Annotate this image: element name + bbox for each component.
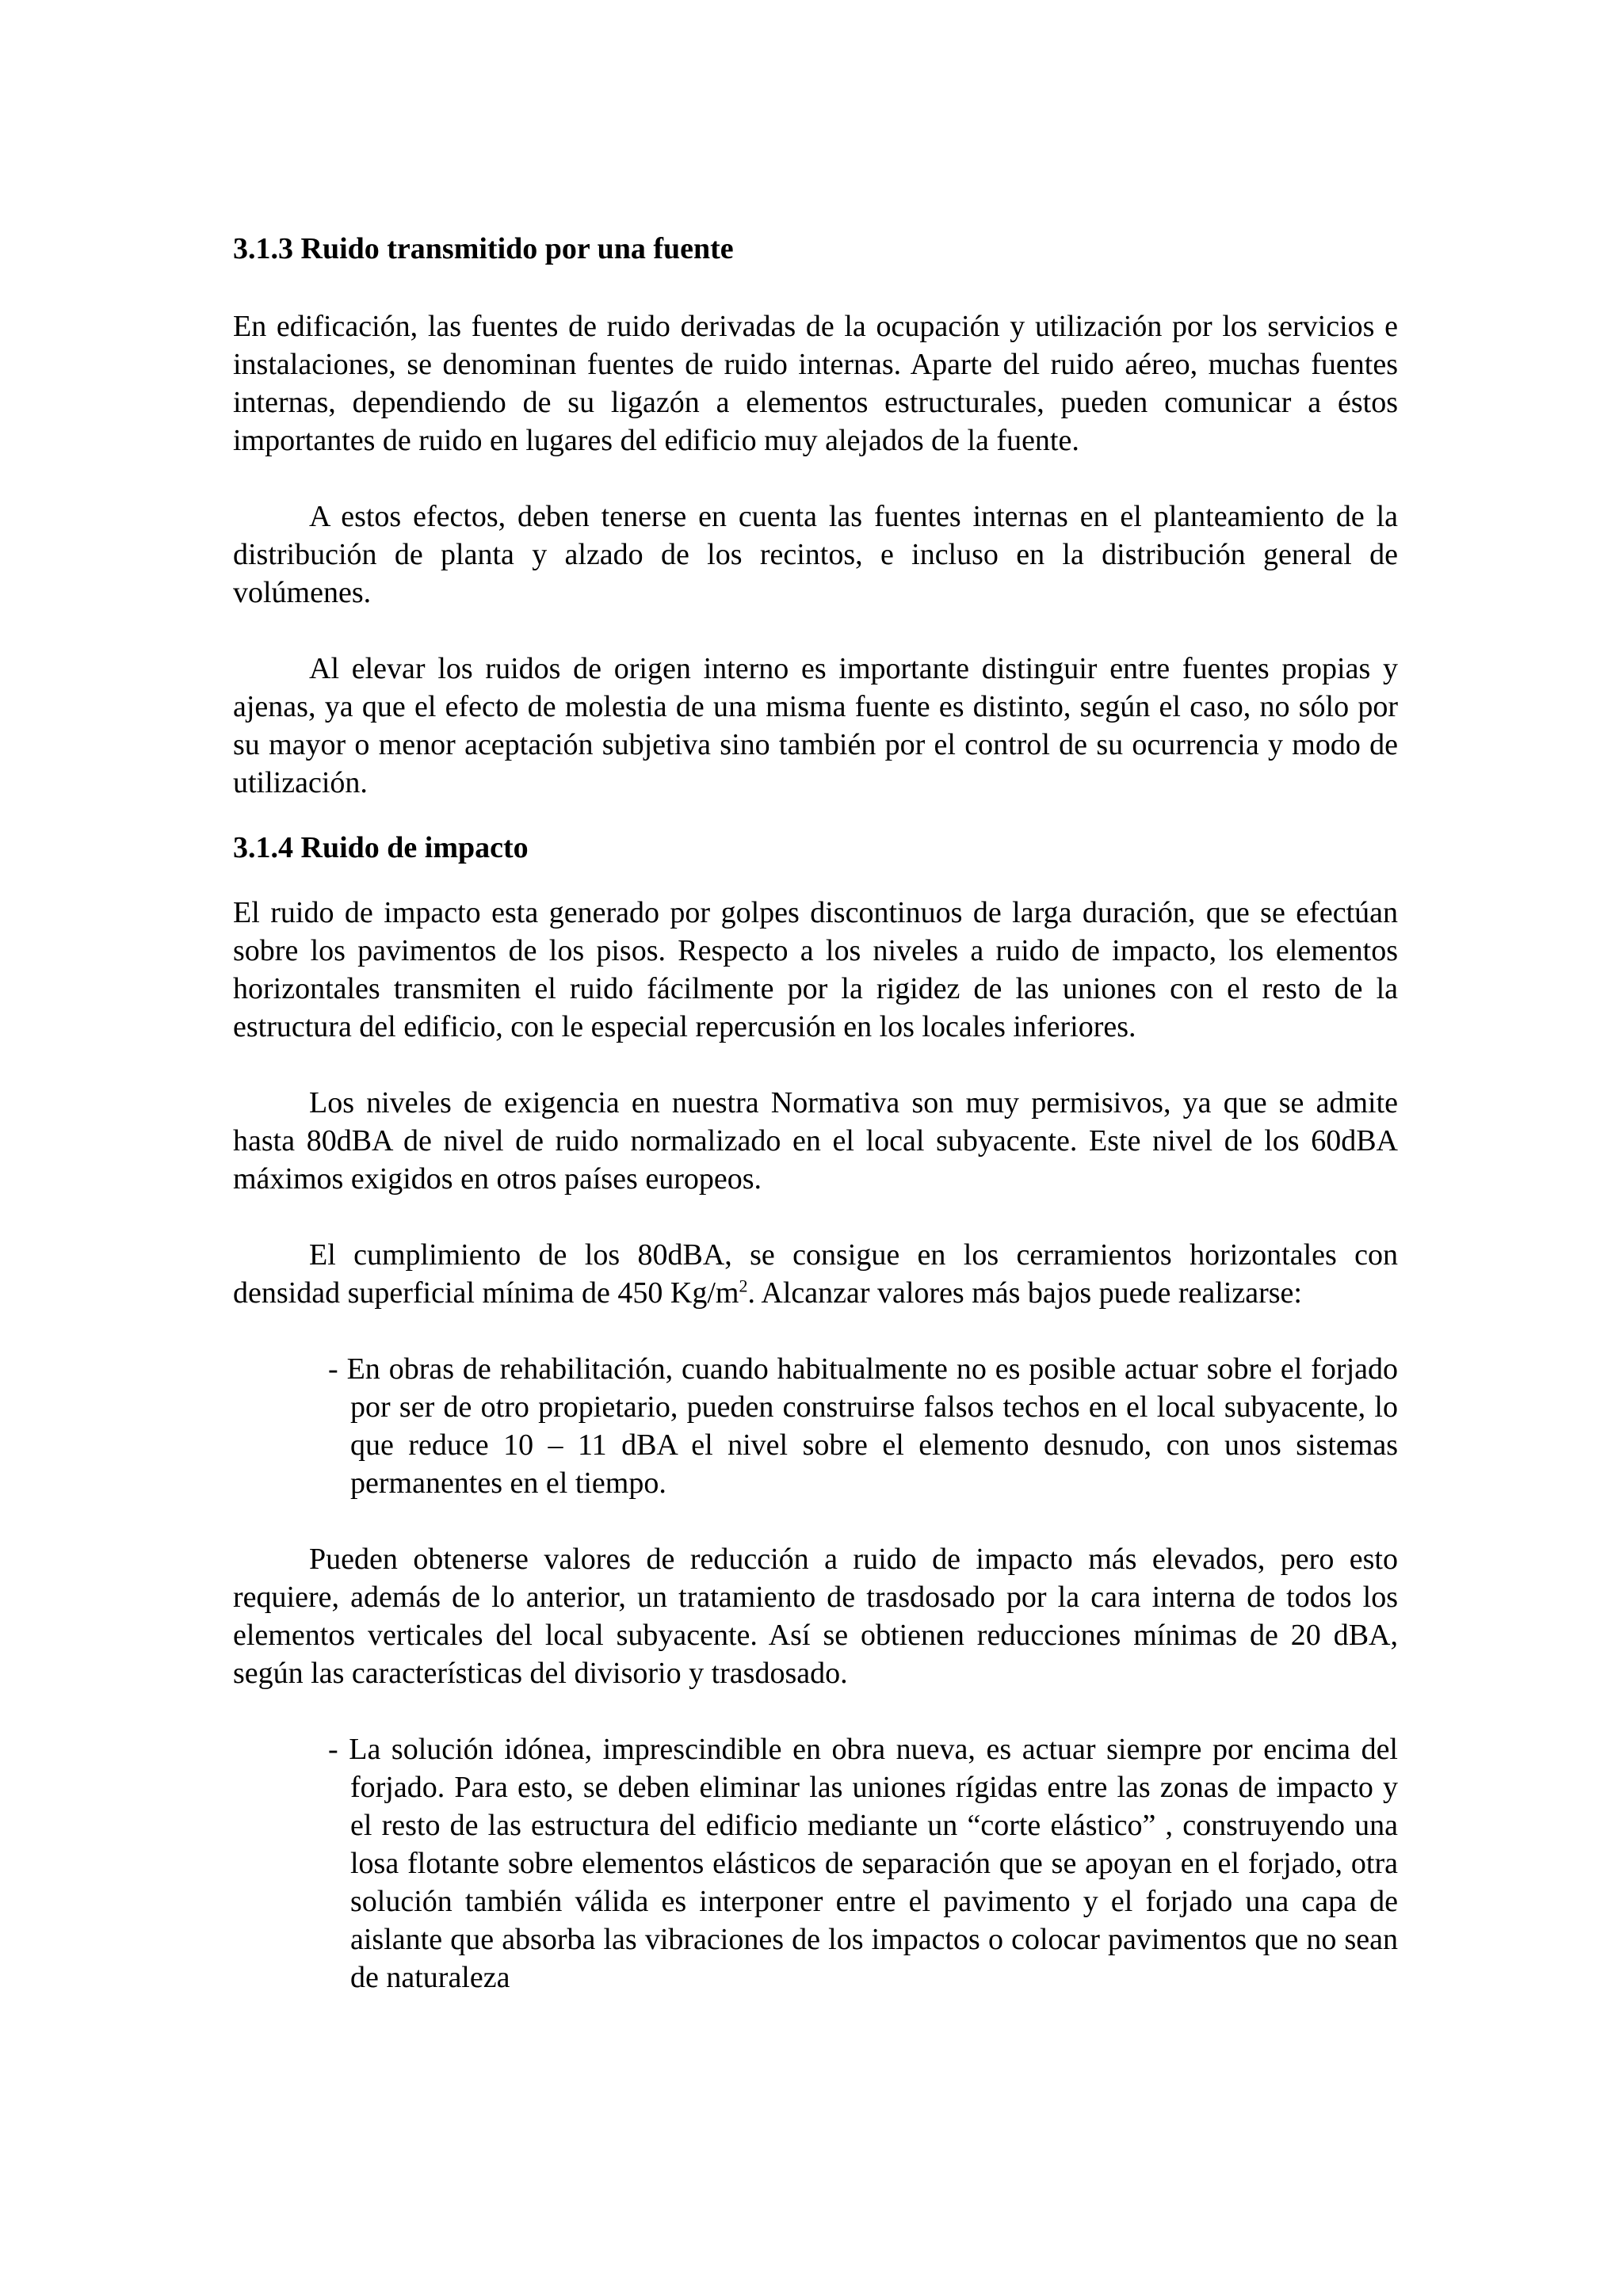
paragraph-origen-interno: Al elevar los ruidos de origen interno es importante distinguir entre fuentes propias y ajenas, ya que el efecto de molestia de una misma fuente es distinto, según el caso, no sólo por su mayor o menor aceptación subjetiva sino también por el control de su ocurrencia y modo de utilización. [233,652,1398,799]
paragraph-niveles-exigencia: Los niveles de exigencia en nuestra Normativa son muy permisivos, ya que se admite hasta 80dBA de nivel de ruido normalizado en el local subyacente. Este nivel de los 60dBA máximos exigidos en otros países europeos. [233,1086,1398,1196]
paragraph-ruido-impacto: El ruido de impacto esta generado por golpes discontinuos de larga duración, que se efectúan sobre los pavimentos de los pisos. Respecto a los niveles a ruido de impacto, los elementos horizontales transmiten el ruido fácilmente por la rigidez de las uniones con el resto de la estructura del edificio, con le especial repercusión en los locales inferiores. [233,896,1398,1043]
list-item-rehabilitacion: - En obras de rehabilitación, cuando habitualmente no es posible actuar sobre el forjado por ser de otro propietario, pueden construirse falsos techos en el local subyacente, lo que reduce 10 – 11 dBA el nivel sobre el elemento desnudo, con unos sistemas permanentes en el tiempo. [328,1352,1398,1500]
section-heading-3-1-3: 3.1.3 Ruido transmitido por una fuente [233,232,734,265]
paragraph-valores-reduccion: Pueden obtenerse valores de reducción a ruido de impacto más elevados, pero esto requiere, además de lo anterior, un tratamiento de trasdosado por la cara interna de todos los elementos verticales del local subyacente. Así se obtienen reducciones mínimas de 20 dBA, según las características del divisorio y trasdosado. [233,1543,1398,1690]
paragraph-efectos: A estos efectos, deben tenerse en cuenta las fuentes internas en el planteamiento de la distribución de planta y alzado de los recintos, e incluso en la distribución general de volúmenes. [233,500,1398,609]
cumplimiento-text-end: . Alcanzar valores más bajos puede realizarse: [747,1276,1302,1310]
cumplimiento-text-start: El cumplimiento de los 80dBA, se consigue en los cerramientos horizontales con densidad superficial mínima de 450 Kg/m [233,1238,1398,1310]
paragraph-fuentes-internas: En edificación, las fuentes de ruido derivadas de la ocupación y utilización por los servicios e instalaciones, se denominan fuentes de ruido internas. Aparte del ruido aéreo, muchas fuentes internas, dependiendo de su ligazón a elementos estructurales, pueden comunicar a éstos importantes de ruido en lugares del edificio muy alejados de la fuente. [233,310,1398,457]
section-heading-3-1-4: 3.1.4 Ruido de impacto [233,831,529,864]
superscript-exponent: 2 [739,1276,748,1296]
page-content [233,230,1398,1997]
paragraph-cumplimiento [233,1236,1398,1312]
list-item-solucion-idonea: - La solución idónea, imprescindible en obra nueva, es actuar siempre por encima del forjado. Para esto, se deben eliminar las uniones rígidas entre las zonas de impacto y el resto de las estructura del edificio mediante un “corte elástico” , construyendo una losa flotante sobre elementos elásticos de separación que se apoyan en el forjado, otra solución también válida es interponer entre el pavimento y el forjado una capa de aislante que absorba las vibraciones de los impactos o colocar pavimentos que no sean de naturaleza [328,1733,1398,1994]
